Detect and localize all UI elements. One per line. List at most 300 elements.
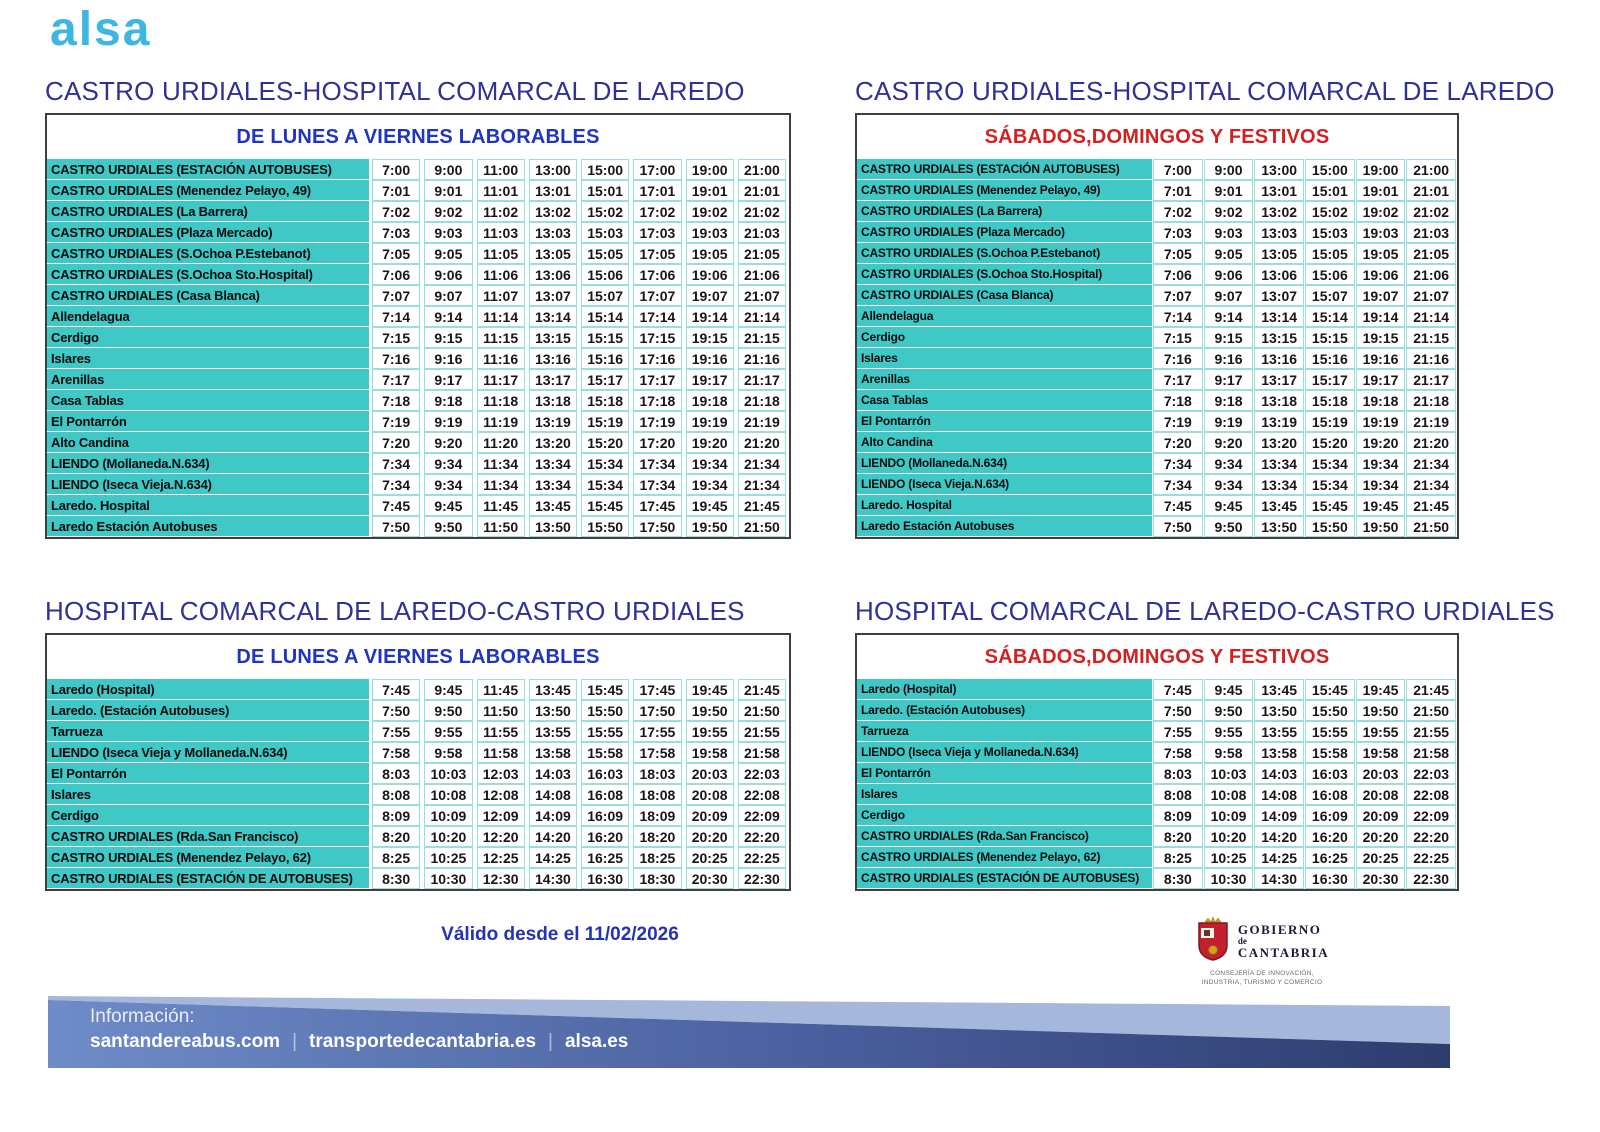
times-group — [1152, 180, 1457, 201]
time-cell: 16:09 — [1305, 805, 1355, 826]
time-cell: 22:09 — [1406, 805, 1456, 826]
time-cell: 21:58 — [738, 742, 786, 763]
stop-name-cell: CASTRO URDIALES (ESTACIÓN AUTOBUSES) — [857, 159, 1152, 180]
table-row — [857, 826, 1457, 847]
time-cell: 15:34 — [581, 453, 629, 474]
stop-name-cell: CASTRO URDIALES (La Barrera) — [857, 201, 1152, 222]
timetable-box — [855, 113, 1459, 539]
time-cell: 19:19 — [686, 411, 734, 432]
time-cell: 15:05 — [1305, 243, 1355, 264]
validity-note: Válido desde el 11/02/2026 — [441, 924, 679, 945]
time-cell: 21:18 — [738, 390, 786, 411]
stop-name-cell: LIENDO (Iseca Vieja.N.634) — [857, 474, 1152, 495]
time-cell: 7:18 — [372, 390, 420, 411]
time-cell: 17:34 — [633, 474, 681, 495]
time-cell: 21:34 — [1406, 453, 1456, 474]
time-cell: 7:16 — [372, 348, 420, 369]
time-cell: 7:20 — [372, 432, 420, 453]
time-cell: 15:16 — [581, 348, 629, 369]
time-cell: 10:09 — [424, 805, 472, 826]
time-cell: 21:34 — [738, 453, 786, 474]
time-cell: 7:17 — [372, 369, 420, 390]
stop-name-cell: Islares — [47, 348, 369, 369]
time-cell: 15:03 — [1305, 222, 1355, 243]
time-cell: 20:03 — [1356, 763, 1406, 784]
table-row — [857, 222, 1457, 243]
time-cell: 7:55 — [372, 721, 420, 742]
time-cell: 7:58 — [1153, 742, 1203, 763]
time-cell: 19:06 — [686, 264, 734, 285]
time-cell: 11:02 — [477, 201, 525, 222]
time-cell: 19:16 — [686, 348, 734, 369]
stop-name-cell: Casa Tablas — [857, 390, 1152, 411]
time-cell: 7:50 — [372, 700, 420, 721]
table-row — [47, 679, 789, 700]
time-cell: 15:55 — [581, 721, 629, 742]
time-cell: 11:45 — [477, 679, 525, 700]
time-cell: 11:34 — [477, 474, 525, 495]
times-group — [1152, 264, 1457, 285]
time-cell: 16:08 — [581, 784, 629, 805]
table-row — [857, 411, 1457, 432]
times-group — [1152, 285, 1457, 306]
times-group — [1152, 159, 1457, 180]
stop-name-cell: CASTRO URDIALES (Menendez Pelayo, 49) — [47, 180, 369, 201]
time-cell: 9:03 — [1204, 222, 1254, 243]
times-group — [369, 285, 789, 306]
time-cell: 12:25 — [477, 847, 525, 868]
stop-name-cell: CASTRO URDIALES (S.Ochoa Sto.Hospital) — [47, 264, 369, 285]
time-cell: 21:15 — [1406, 327, 1456, 348]
timetable-laredo-castro-weekday — [45, 596, 791, 891]
time-cell: 17:05 — [633, 243, 681, 264]
times-group — [1152, 495, 1457, 516]
time-cell: 16:20 — [581, 826, 629, 847]
time-cell: 15:50 — [1305, 516, 1355, 537]
time-cell: 19:02 — [1356, 201, 1406, 222]
time-cell: 8:08 — [1153, 784, 1203, 805]
table-row — [47, 159, 789, 180]
time-cell: 21:20 — [738, 432, 786, 453]
time-cell: 19:03 — [1356, 222, 1406, 243]
times-group — [369, 474, 789, 495]
table-row — [47, 805, 789, 826]
time-cell: 9:34 — [424, 474, 472, 495]
time-cell: 19:34 — [1356, 474, 1406, 495]
time-cell: 15:14 — [581, 306, 629, 327]
time-cell: 7:16 — [1153, 348, 1203, 369]
stop-name-cell: Cerdigo — [857, 805, 1152, 826]
time-cell: 22:08 — [738, 784, 786, 805]
time-cell: 21:16 — [738, 348, 786, 369]
time-cell: 9:02 — [1204, 201, 1254, 222]
table-row — [47, 264, 789, 285]
time-cell: 19:14 — [1356, 306, 1406, 327]
stop-name-cell: LIENDO (Mollaneda.N.634) — [857, 453, 1152, 474]
time-cell: 13:14 — [1254, 306, 1304, 327]
time-cell: 9:55 — [1204, 721, 1254, 742]
time-cell: 15:00 — [1305, 159, 1355, 180]
time-cell: 15:15 — [581, 327, 629, 348]
time-cell: 21:50 — [1406, 516, 1456, 537]
times-group — [1152, 306, 1457, 327]
time-cell: 19:58 — [686, 742, 734, 763]
time-cell: 9:00 — [424, 159, 472, 180]
stop-name-cell: CASTRO URDIALES (ESTACIÓN DE AUTOBUSES) — [47, 868, 369, 889]
stop-name-cell: CASTRO URDIALES (S.Ochoa P.Estebanot) — [47, 243, 369, 264]
time-cell: 14:20 — [1254, 826, 1304, 847]
stop-name-cell: Allendelagua — [47, 306, 369, 327]
time-cell: 13:16 — [1254, 348, 1304, 369]
time-cell: 13:00 — [529, 159, 577, 180]
time-cell: 9:01 — [1204, 180, 1254, 201]
time-cell: 9:45 — [1204, 679, 1254, 700]
times-group — [1152, 721, 1457, 742]
time-cell: 17:17 — [633, 369, 681, 390]
time-cell: 7:34 — [1153, 474, 1203, 495]
time-cell: 16:08 — [1305, 784, 1355, 805]
table-row — [47, 369, 789, 390]
time-cell: 13:02 — [1254, 201, 1304, 222]
time-cell: 19:17 — [686, 369, 734, 390]
times-group — [1152, 327, 1457, 348]
stop-name-cell: Laredo. (Estación Autobuses) — [857, 700, 1152, 721]
time-cell: 7:19 — [372, 411, 420, 432]
stop-name-cell: CASTRO URDIALES (Menendez Pelayo, 49) — [857, 180, 1152, 201]
time-cell: 8:09 — [372, 805, 420, 826]
stop-name-cell: CASTRO URDIALES (Plaza Mercado) — [857, 222, 1152, 243]
time-cell: 9:45 — [424, 495, 472, 516]
time-cell: 13:00 — [1254, 159, 1304, 180]
time-cell: 9:03 — [424, 222, 472, 243]
time-cell: 18:30 — [633, 868, 681, 889]
time-cell: 16:20 — [1305, 826, 1355, 847]
table-row — [857, 201, 1457, 222]
time-cell: 21:01 — [738, 180, 786, 201]
time-cell: 19:07 — [686, 285, 734, 306]
time-cell: 13:03 — [529, 222, 577, 243]
table-row — [47, 348, 789, 369]
time-cell: 19:50 — [1356, 516, 1406, 537]
time-cell: 9:17 — [1204, 369, 1254, 390]
time-cell: 15:01 — [581, 180, 629, 201]
time-cell: 10:30 — [424, 868, 472, 889]
time-cell: 9:05 — [1204, 243, 1254, 264]
time-cell: 21:17 — [738, 369, 786, 390]
time-cell: 21:14 — [738, 306, 786, 327]
time-cell: 19:07 — [1356, 285, 1406, 306]
time-cell: 22:30 — [1406, 868, 1456, 889]
time-cell: 7:02 — [1153, 201, 1203, 222]
times-group — [369, 721, 789, 742]
time-cell: 13:50 — [1254, 700, 1304, 721]
time-cell: 13:45 — [1254, 495, 1304, 516]
table-row — [47, 868, 789, 889]
time-cell: 7:07 — [1153, 285, 1203, 306]
time-cell: 15:02 — [1305, 201, 1355, 222]
time-cell: 11:19 — [477, 411, 525, 432]
table-row — [47, 700, 789, 721]
time-cell: 19:17 — [1356, 369, 1406, 390]
times-group — [369, 327, 789, 348]
stop-name-cell: CASTRO URDIALES (Menendez Pelayo, 62) — [857, 847, 1152, 868]
footer-separator: | — [548, 1031, 553, 1052]
time-cell: 19:15 — [1356, 327, 1406, 348]
time-cell: 13:18 — [1254, 390, 1304, 411]
time-cell: 9:55 — [424, 721, 472, 742]
time-cell: 17:01 — [633, 180, 681, 201]
time-cell: 16:03 — [1305, 763, 1355, 784]
time-cell: 8:20 — [1153, 826, 1203, 847]
table-row — [857, 264, 1457, 285]
time-cell: 19:45 — [686, 495, 734, 516]
table-row — [47, 826, 789, 847]
stop-name-cell: Laredo. Hospital — [857, 495, 1152, 516]
table-row — [857, 348, 1457, 369]
time-cell: 9:58 — [424, 742, 472, 763]
time-cell: 19:02 — [686, 201, 734, 222]
time-cell: 22:20 — [1406, 826, 1456, 847]
time-cell: 9:06 — [1204, 264, 1254, 285]
time-cell: 15:34 — [1305, 453, 1355, 474]
stop-name-cell: Islares — [857, 348, 1152, 369]
table-row — [47, 411, 789, 432]
link-santandereabus: santandereabus.com — [90, 1031, 281, 1052]
time-cell: 15:19 — [1305, 411, 1355, 432]
stop-name-cell: LIENDO (Iseca Vieja y Mollaneda.N.634) — [47, 742, 369, 763]
time-cell: 9:34 — [1204, 474, 1254, 495]
time-cell: 21:50 — [1406, 700, 1456, 721]
time-cell: 7:18 — [1153, 390, 1203, 411]
time-cell: 13:58 — [529, 742, 577, 763]
time-cell: 21:01 — [1406, 180, 1456, 201]
time-cell: 19:20 — [686, 432, 734, 453]
time-cell: 20:08 — [1356, 784, 1406, 805]
time-cell: 17:45 — [633, 679, 681, 700]
time-cell: 20:09 — [1356, 805, 1406, 826]
time-cell: 11:58 — [477, 742, 525, 763]
time-cell: 9:50 — [1204, 700, 1254, 721]
time-cell: 7:34 — [372, 474, 420, 495]
time-cell: 9:00 — [1204, 159, 1254, 180]
table-row — [47, 453, 789, 474]
consejeria-subtitle: CONSEJERÍA DE INNOVACIÓN, INDUSTRIA, TURISMO Y COMERCIO — [1201, 970, 1323, 986]
time-cell: 9:19 — [424, 411, 472, 432]
times-group — [1152, 826, 1457, 847]
time-cell: 21:50 — [738, 700, 786, 721]
table-row — [47, 306, 789, 327]
time-cell: 11:55 — [477, 721, 525, 742]
table-row — [857, 700, 1457, 721]
timetable-castro-laredo-weekend — [855, 76, 1555, 539]
time-cell: 10:08 — [424, 784, 472, 805]
time-cell: 13:06 — [1254, 264, 1304, 285]
time-cell: 20:30 — [1356, 868, 1406, 889]
time-cell: 8:25 — [372, 847, 420, 868]
time-cell: 12:03 — [477, 763, 525, 784]
time-cell: 7:45 — [372, 679, 420, 700]
time-cell: 15:50 — [581, 516, 629, 537]
stop-name-cell: Cerdigo — [857, 327, 1152, 348]
stop-name-cell: CASTRO URDIALES (Rda.San Francisco) — [47, 826, 369, 847]
table-row — [857, 516, 1457, 537]
time-cell: 9:18 — [1204, 390, 1254, 411]
time-cell: 19:03 — [686, 222, 734, 243]
time-cell: 17:16 — [633, 348, 681, 369]
time-cell: 9:16 — [1204, 348, 1254, 369]
time-cell: 21:03 — [738, 222, 786, 243]
time-cell: 11:20 — [477, 432, 525, 453]
stop-name-cell: Casa Tablas — [47, 390, 369, 411]
time-cell: 7:17 — [1153, 369, 1203, 390]
times-group — [1152, 453, 1457, 474]
time-cell: 8:20 — [372, 826, 420, 847]
time-cell: 9:20 — [424, 432, 472, 453]
alsa-logo: alsa — [50, 3, 152, 56]
time-cell: 22:25 — [738, 847, 786, 868]
time-cell: 21:05 — [738, 243, 786, 264]
time-cell: 21:03 — [1406, 222, 1456, 243]
time-cell: 12:08 — [477, 784, 525, 805]
times-group — [369, 159, 789, 180]
table-row — [47, 474, 789, 495]
time-cell: 7:02 — [372, 201, 420, 222]
time-cell: 21:07 — [738, 285, 786, 306]
stop-name-cell: CASTRO URDIALES (Casa Blanca) — [857, 285, 1152, 306]
time-cell: 21:15 — [738, 327, 786, 348]
table-row — [857, 784, 1457, 805]
table-row — [47, 390, 789, 411]
time-cell: 15:02 — [581, 201, 629, 222]
time-cell: 15:17 — [1305, 369, 1355, 390]
stop-name-cell: Islares — [47, 784, 369, 805]
cantabria-shield-icon — [1195, 916, 1231, 967]
time-cell: 13:45 — [1254, 679, 1304, 700]
timetable-period-header: DE LUNES A VIERNES LABORABLES — [236, 125, 600, 148]
time-cell: 9:19 — [1204, 411, 1254, 432]
time-cell: 9:07 — [1204, 285, 1254, 306]
time-cell: 15:14 — [1305, 306, 1355, 327]
time-cell: 9:15 — [1204, 327, 1254, 348]
table-row — [857, 495, 1457, 516]
table-row — [47, 327, 789, 348]
times-group — [369, 847, 789, 868]
stop-name-cell: Islares — [857, 784, 1152, 805]
stop-name-cell: Laredo (Hospital) — [857, 679, 1152, 700]
time-cell: 21:05 — [1406, 243, 1456, 264]
time-cell: 13:45 — [529, 495, 577, 516]
timetable-castro-laredo-weekday — [45, 76, 791, 539]
time-cell: 19:01 — [686, 180, 734, 201]
time-cell: 22:03 — [1406, 763, 1456, 784]
time-cell: 15:03 — [581, 222, 629, 243]
time-cell: 13:45 — [529, 679, 577, 700]
time-cell: 13:03 — [1254, 222, 1304, 243]
table-row — [47, 201, 789, 222]
time-cell: 19:16 — [1356, 348, 1406, 369]
time-cell: 19:45 — [1356, 495, 1406, 516]
times-group — [1152, 742, 1457, 763]
times-group — [369, 742, 789, 763]
time-cell: 21:45 — [1406, 495, 1456, 516]
times-group — [1152, 763, 1457, 784]
times-group — [369, 264, 789, 285]
timetable-box — [45, 633, 791, 891]
time-cell: 21:58 — [1406, 742, 1456, 763]
time-cell: 21:45 — [738, 679, 786, 700]
time-cell: 21:06 — [1406, 264, 1456, 285]
time-cell: 7:01 — [372, 180, 420, 201]
time-cell: 20:25 — [686, 847, 734, 868]
time-cell: 19:58 — [1356, 742, 1406, 763]
time-cell: 17:03 — [633, 222, 681, 243]
stop-name-cell: CASTRO URDIALES (ESTACIÓN DE AUTOBUSES) — [857, 868, 1152, 889]
stop-name-cell: Allendelagua — [857, 306, 1152, 327]
time-cell: 19:14 — [686, 306, 734, 327]
time-cell: 11:18 — [477, 390, 525, 411]
times-group — [369, 390, 789, 411]
stop-name-cell: El Pontarrón — [857, 763, 1152, 784]
time-cell: 19:06 — [1356, 264, 1406, 285]
table-row — [857, 453, 1457, 474]
time-cell: 21:50 — [738, 516, 786, 537]
time-cell: 11:00 — [477, 159, 525, 180]
times-group — [369, 411, 789, 432]
time-cell: 19:00 — [1356, 159, 1406, 180]
time-cell: 21:55 — [738, 721, 786, 742]
time-cell: 18:08 — [633, 784, 681, 805]
time-cell: 21:18 — [1406, 390, 1456, 411]
time-cell: 20:03 — [686, 763, 734, 784]
table-row — [47, 784, 789, 805]
time-cell: 9:50 — [424, 516, 472, 537]
route-title: HOSPITAL COMARCAL DE LAREDO-CASTRO URDIALES — [45, 596, 745, 626]
time-cell: 13:16 — [529, 348, 577, 369]
table-row — [857, 868, 1457, 889]
times-group — [1152, 700, 1457, 721]
table-row — [857, 763, 1457, 784]
time-cell: 15:50 — [581, 700, 629, 721]
time-cell: 14:09 — [1254, 805, 1304, 826]
table-row — [857, 369, 1457, 390]
time-cell: 20:20 — [686, 826, 734, 847]
times-group — [369, 306, 789, 327]
stop-name-cell: Alto Candina — [857, 432, 1152, 453]
time-cell: 14:08 — [529, 784, 577, 805]
timetable-period-header: DE LUNES A VIERNES LABORABLES — [236, 645, 600, 668]
time-cell: 8:30 — [372, 868, 420, 889]
time-cell: 19:55 — [686, 721, 734, 742]
table-row — [47, 742, 789, 763]
time-cell: 8:09 — [1153, 805, 1203, 826]
time-cell: 20:30 — [686, 868, 734, 889]
time-cell: 9:34 — [424, 453, 472, 474]
time-cell: 17:19 — [633, 411, 681, 432]
time-cell: 13:05 — [1254, 243, 1304, 264]
time-cell: 10:20 — [424, 826, 472, 847]
time-cell: 8:08 — [372, 784, 420, 805]
time-cell: 14:03 — [1254, 763, 1304, 784]
time-cell: 11:01 — [477, 180, 525, 201]
time-cell: 19:20 — [1356, 432, 1406, 453]
stop-name-cell: Alto Candina — [47, 432, 369, 453]
stop-name-cell: Laredo. (Estación Autobuses) — [47, 700, 369, 721]
route-title: HOSPITAL COMARCAL DE LAREDO-CASTRO URDIALES — [855, 596, 1555, 626]
time-cell: 16:30 — [1305, 868, 1355, 889]
time-cell: 7:15 — [1153, 327, 1203, 348]
time-cell: 14:20 — [529, 826, 577, 847]
time-cell: 7:00 — [372, 159, 420, 180]
